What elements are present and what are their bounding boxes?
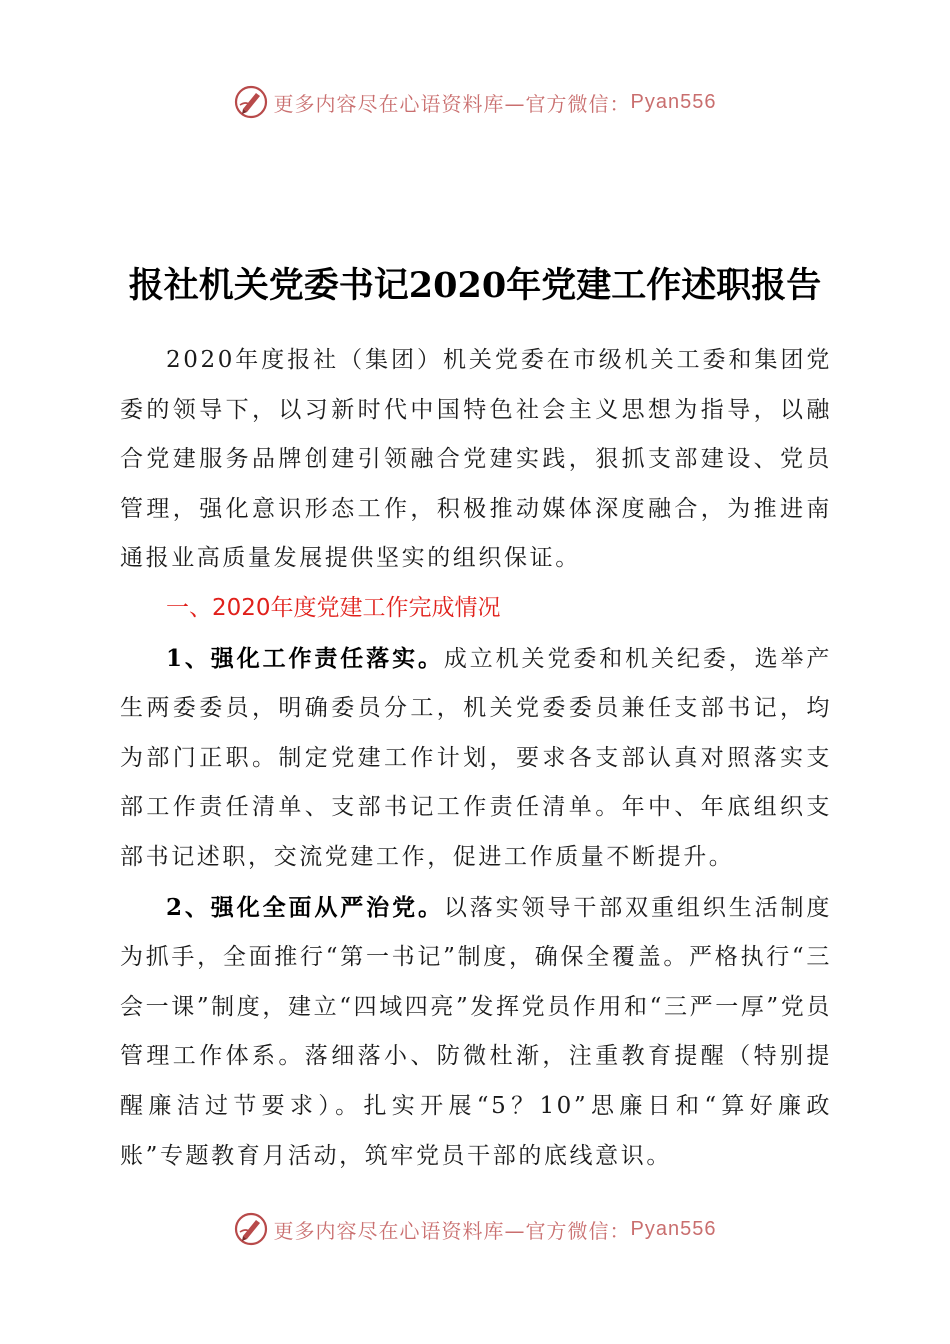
section-heading: 一、2020年度党建工作完成情况 — [166, 594, 501, 621]
item-2-paragraph — [120, 883, 832, 1182]
pen-logo-icon — [234, 1212, 268, 1246]
banner-wechat-id: Pyan556 — [630, 90, 717, 113]
document-title: 报社机关党委书记2020年党建工作述职报告 — [128, 265, 822, 306]
banner-wechat-id: Pyan556 — [630, 1217, 717, 1240]
item-1-lead: 1、强化工作责任落实。 — [166, 644, 444, 672]
footer-watermark-banner — [0, 1209, 950, 1249]
pen-logo-icon — [234, 85, 268, 119]
intro-paragraph: 2020年度报社（集团）机关党委在市级机关工委和集团党委的领导下，以习新时代中国特色社会主义思想为指导，以融合党建服务品牌创建引领融合党建实践，狠抓支部建设、党员管理，强化意识形态工作，积极推动媒体深度融合，为推进南通报业高质量发展提供坚实的组织保证。 — [120, 347, 832, 572]
item-2-lead: 2、强化全面从严治党。 — [166, 893, 444, 921]
banner-text: 更多内容尽在心语资料库—官方微信： — [273, 1218, 631, 1243]
document-body — [120, 336, 832, 1181]
item-1-body: 成立机关党委和机关纪委，选举产生两委委员，明确委员分工，机关党委委员兼任支部书记，均为部门正职。制定党建工作计划，要求各支部认真对照落实支部工作责任清单、支部书记工作责任清单。年中、年底组织支部书记述职，交流党建工作，促进工作质量不断提升。 — [120, 645, 832, 870]
item-2-body: 以落实领导干部双重组织生活制度为抓手，全面推行“第一书记”制度，确保全覆盖。严格执行“三会一课”制度，建立“四域四亮”发挥党员作用和“三严一厚”党员管理工作体系。落细落小、防微杜渐，注重教育提醒（特别提醒廉洁过节要求）。扎实开展“5？10”思廉日和“算好廉政账”专题教育月活动，筑牢党员干部的底线意识。 — [120, 894, 832, 1169]
banner-text: 更多内容尽在心语资料库—官方微信： — [273, 91, 631, 116]
header-watermark-banner — [0, 82, 950, 122]
item-1-paragraph — [120, 634, 832, 883]
